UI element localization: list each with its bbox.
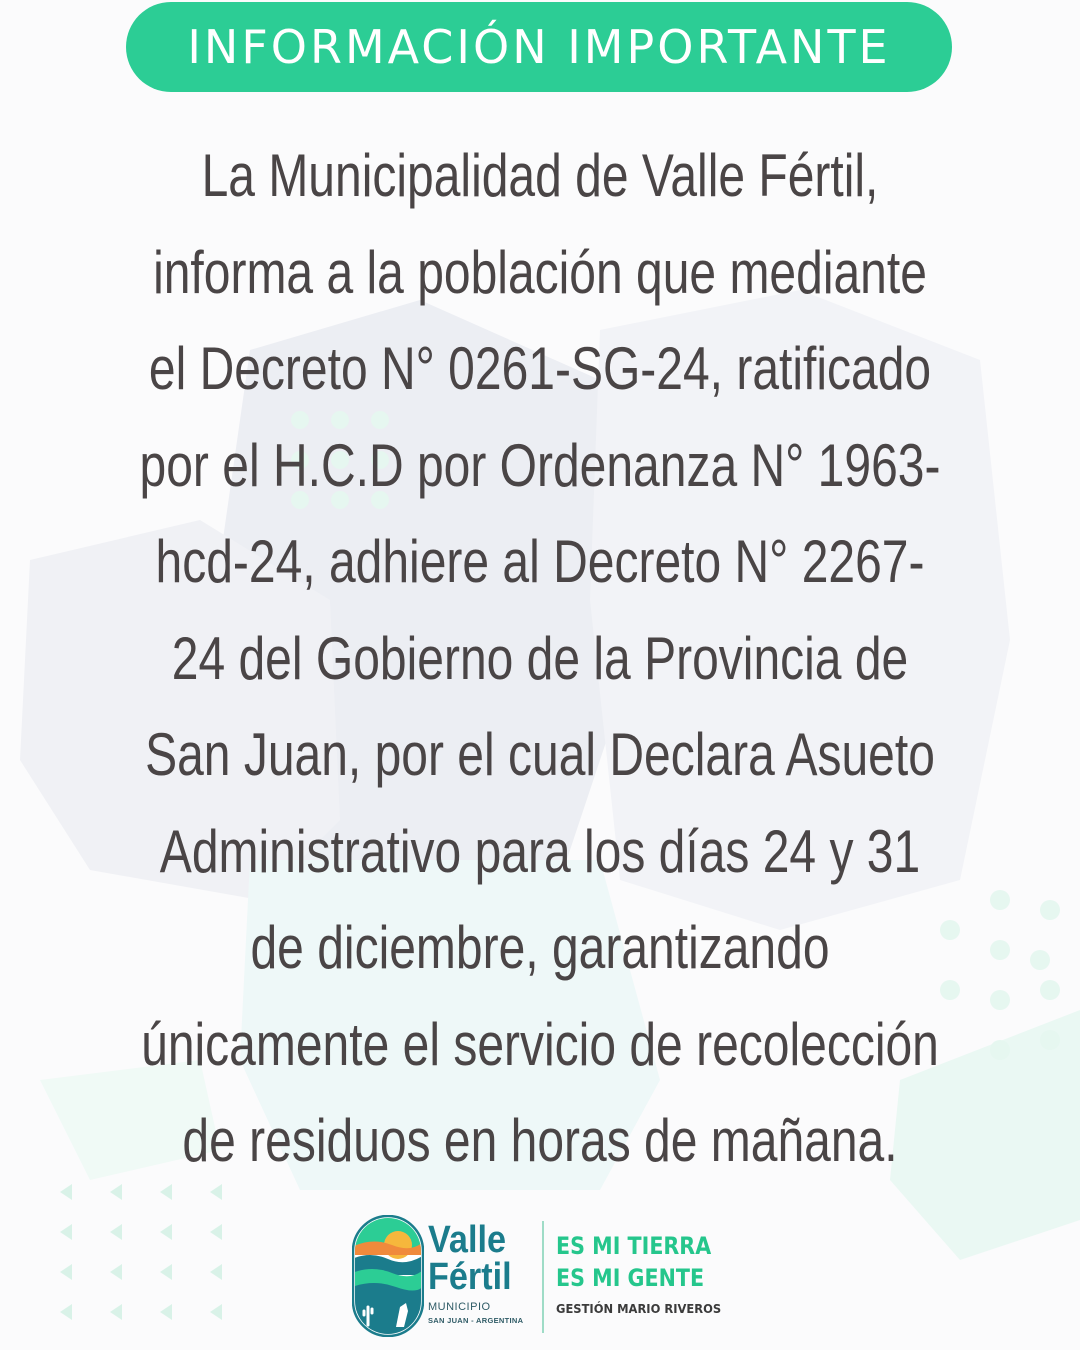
- announcement-line: San Juan, por el cual Declara Asueto: [145, 721, 935, 788]
- municipality-emblem-icon: [352, 1215, 424, 1337]
- announcement-line: 24 del Gobierno de la Provincia de: [171, 624, 909, 692]
- announcement-text: [20, 128, 1060, 1190]
- slogan-line-1: ES MI TIERRA: [556, 1232, 712, 1260]
- administration-label: GESTIÓN MARIO RIVEROS: [556, 1301, 722, 1316]
- announcement-line: de residuos en horas de mañana.: [182, 1107, 898, 1174]
- footer-branding: [352, 1213, 732, 1343]
- logo-subtitle: MUNICIPIO: [428, 1301, 491, 1313]
- logo-wordmark-fertil: Fértil: [428, 1256, 512, 1298]
- announcement-line: informa a la población que mediante: [153, 238, 927, 306]
- announcement-line: La Municipalidad de Valle Fértil,: [201, 142, 879, 209]
- announcement-line: de diciembre, garantizando: [250, 914, 830, 981]
- announcement-line: hcd-24, adhiere al Decreto N° 2267-: [155, 528, 925, 595]
- slogan-line-2: ES MI GENTE: [556, 1264, 705, 1292]
- banner-title: INFORMACIÓN IMPORTANTE: [187, 20, 891, 74]
- logo-wordmark-valle: Valle: [428, 1219, 506, 1261]
- logo-location: SAN JUAN - ARGENTINA: [428, 1316, 524, 1325]
- announcement-line: Administrativo para los días 24 y 31: [159, 817, 921, 885]
- important-info-banner: [126, 2, 952, 92]
- footer-divider: [542, 1221, 544, 1333]
- announcement-line: únicamente el servicio de recolección: [141, 1010, 939, 1078]
- announcement-line: el Decreto N° 0261-SG-24, ratificado: [148, 335, 932, 402]
- announcement-line: por el H.C.D por Ordenanza N° 1963-: [139, 431, 941, 499]
